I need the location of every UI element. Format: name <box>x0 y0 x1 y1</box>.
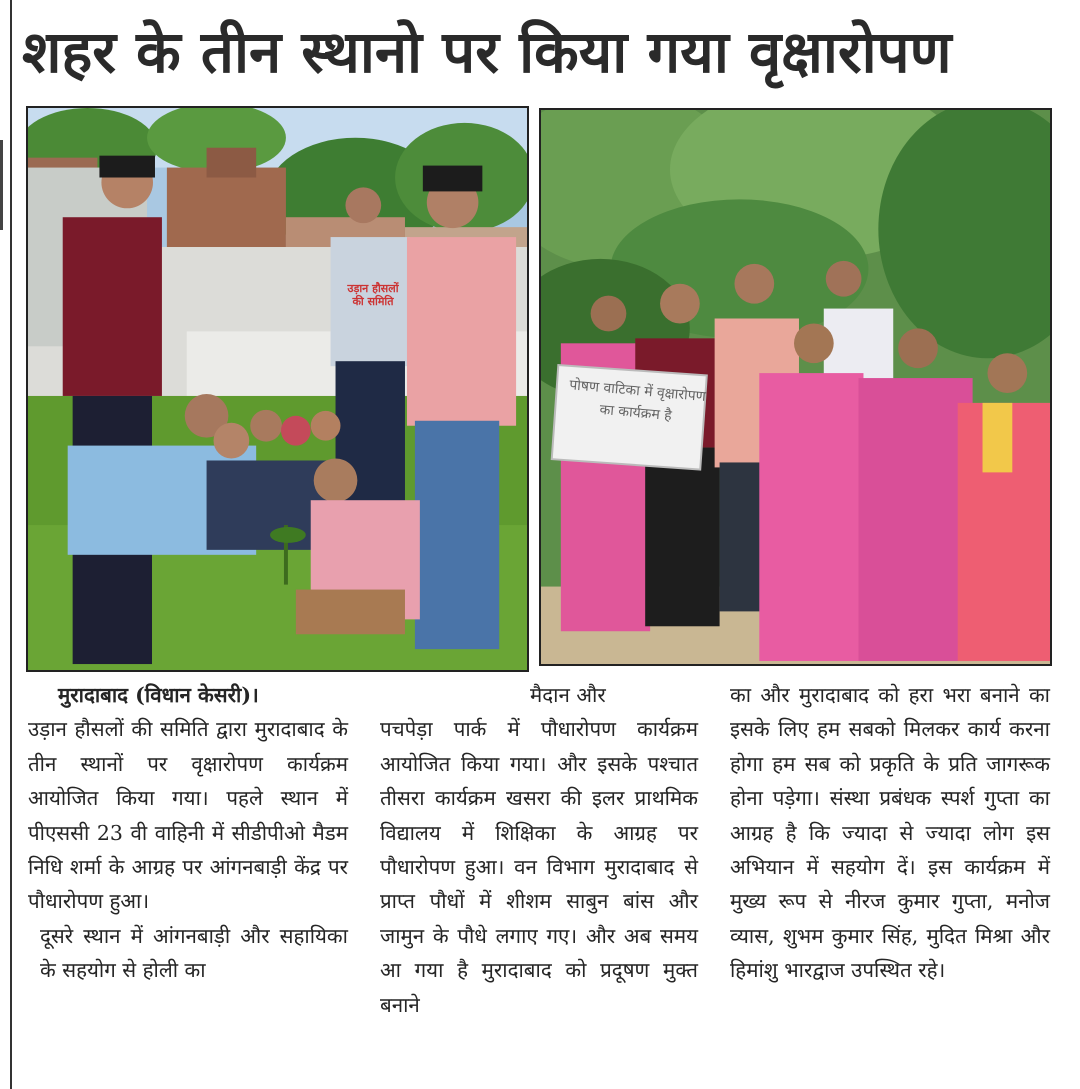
photo-plantation-park <box>26 106 529 672</box>
page-left-mark <box>0 140 3 230</box>
article-column-2 <box>380 678 698 1083</box>
article-column-1 <box>28 678 348 1083</box>
article-paragraph-head: मैदान और <box>530 683 606 707</box>
article-paragraph: दूसरे स्थान में आंगनबाड़ी और सहायिका के सहयोग से होली का <box>40 923 348 983</box>
shirt-print-text: उड़ान हौसलों की समिति <box>347 282 399 308</box>
article-paragraph: पचपेड़ा पार्क में पौधारोपण कार्यक्रम आयोजित किया गया। और इसके पश्चात तीसरा कार्यक्रम खसरा की इलर प्राथमिक विद्यालय में शिक्षिका के आग्रह पर पौधारोपण हुआ। वन विभाग मुरादाबाद से प्राप्त पौधों में शीशम साबुन बांस और जामुन के पौधे लगाए गए। और अब समय आ गया है मुरादाबाद को प्रदूषण मुक्त बनाने <box>380 717 698 1017</box>
dateline: मुरादाबाद (विधान केसरी)। <box>58 683 259 707</box>
article-paragraph: का और मुरादाबाद को हरा भरा बनाने का इसके लिए हम सबको मिलकर कार्य करना होगा हम सब को प्रकृति के प्रति जागरूक होना पड़ेगा। संस्था प्रबंधक स्पर्श गुप्ता का आग्रह है कि ज्यादा से ज्यादा लोग इस अभियान में सहयोग दें। इस कार्यक्रम में मुख्य रूप से नीरज कुमार गुप्ता, मनोज व्यास, शुभम कुमार सिंह, मुदित मिश्रा और हिमांशु भारद्वाज उपस्थित रहे। <box>730 683 1050 983</box>
headline: शहर के तीन स्थानो पर किया गया वृक्षारोपण <box>22 18 952 86</box>
photo-plantation-park-image <box>28 108 527 670</box>
page-left-rule <box>10 0 12 1089</box>
article-column-3 <box>730 678 1050 1083</box>
sign-board-text: पोषण वाटिका में वृक्षारोपण का कार्यक्रम है <box>568 377 707 425</box>
article-paragraph: उड़ान हौसलों की समिति द्वारा मुरादाबाद के तीन स्थानों पर वृक्षारोपण कार्यक्रम आयोजित किया गया। पहले स्थान में पीएससी 23 वी वाहिनी में सीडीपीओ मैडम निधि शर्मा के आग्रह पर आंगनबाड़ी केंद्र पर पौधारोपण हुआ। <box>28 717 348 914</box>
